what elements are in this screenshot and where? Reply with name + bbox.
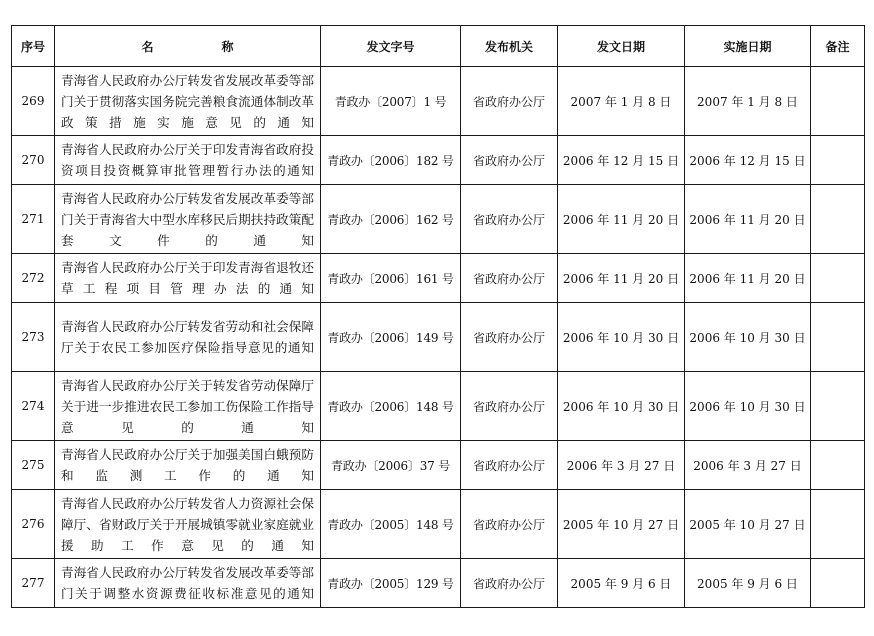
row-doc-number: 青政办〔2006〕37 号 [321,441,461,490]
row-doc-number: 青政办〔2005〕129 号 [321,559,461,608]
row-issuer: 省政府办公厅 [461,559,558,608]
row-remarks [811,67,865,136]
col-header-index: 序号 [12,26,55,67]
table-row [12,185,865,254]
row-remarks [811,185,865,254]
row-doc-number: 青政办〔2006〕149 号 [321,303,461,372]
row-effective-date: 2005 年 10 月 27 日 [685,490,811,559]
row-index: 274 [12,372,55,441]
row-name: 青海省人民政府办公厅转发省发展改革委等部门关于调整水资源费征收标准意见的通知 [55,559,321,608]
header-row [12,26,865,67]
table-row [12,372,865,441]
row-issuer: 省政府办公厅 [461,372,558,441]
row-issue-date: 2006 年 12 月 15 日 [558,136,685,185]
row-index: 272 [12,254,55,303]
row-issuer: 省政府办公厅 [461,490,558,559]
row-index: 271 [12,185,55,254]
row-effective-date: 2006 年 3 月 27 日 [685,441,811,490]
row-effective-date: 2006 年 12 月 15 日 [685,136,811,185]
row-issuer: 省政府办公厅 [461,303,558,372]
row-issue-date: 2006 年 11 月 20 日 [558,254,685,303]
row-index: 273 [12,303,55,372]
row-index: 269 [12,67,55,136]
row-issue-date: 2006 年 3 月 27 日 [558,441,685,490]
regulations-table [11,25,865,608]
row-doc-number: 青政办〔2006〕162 号 [321,185,461,254]
row-effective-date: 2006 年 10 月 30 日 [685,303,811,372]
row-index: 277 [12,559,55,608]
row-name: 青海省人民政府办公厅关于转发省劳动保障厅关于进一步推进农民工参加工伤保险工作指导意见的通知 [55,372,321,441]
row-remarks [811,372,865,441]
col-header-name-label: 名 称 [141,39,262,54]
table-row [12,559,865,608]
row-issue-date: 2007 年 1 月 8 日 [558,67,685,136]
table-row [12,441,865,490]
row-index: 276 [12,490,55,559]
row-name: 青海省人民政府办公厅关于加强美国白蛾预防和监测工作的通知 [55,441,321,490]
row-issuer: 省政府办公厅 [461,441,558,490]
row-doc-number: 青政办〔2006〕148 号 [321,372,461,441]
row-effective-date: 2006 年 10 月 30 日 [685,372,811,441]
row-name: 青海省人民政府办公厅转发省劳动和社会保障厅关于农民工参加医疗保险指导意见的通知 [55,303,321,372]
row-remarks [811,303,865,372]
col-header-issue-date: 发文日期 [558,26,685,67]
row-issue-date: 2006 年 10 月 30 日 [558,372,685,441]
row-name: 青海省人民政府办公厅关于印发青海省退牧还草工程项目管理办法的通知 [55,254,321,303]
table-row [12,303,865,372]
row-doc-number: 青政办〔2006〕182 号 [321,136,461,185]
row-remarks [811,559,865,608]
table-row [12,67,865,136]
row-issue-date: 2006 年 10 月 30 日 [558,303,685,372]
row-issue-date: 2005 年 9 月 6 日 [558,559,685,608]
row-issuer: 省政府办公厅 [461,254,558,303]
col-header-issuer: 发布机关 [461,26,558,67]
col-header-effective-date: 实施日期 [685,26,811,67]
row-effective-date: 2007 年 1 月 8 日 [685,67,811,136]
row-doc-number: 青政办〔2006〕161 号 [321,254,461,303]
table-row [12,136,865,185]
table-row [12,490,865,559]
row-index: 275 [12,441,55,490]
row-issuer: 省政府办公厅 [461,67,558,136]
row-issuer: 省政府办公厅 [461,185,558,254]
col-header-remarks: 备注 [811,26,865,67]
row-issue-date: 2005 年 10 月 27 日 [558,490,685,559]
table-row [12,254,865,303]
row-effective-date: 2005 年 9 月 6 日 [685,559,811,608]
row-name: 青海省人民政府办公厅转发省发展改革委等部门关于青海省大中型水库移民后期扶持政策配套文件的通知 [55,185,321,254]
row-name: 青海省人民政府办公厅转发省人力资源社会保障厅、省财政厅关于开展城镇零就业家庭就业援助工作意见的通知 [55,490,321,559]
col-header-name [55,26,321,67]
row-doc-number: 青政办〔2007〕1 号 [321,67,461,136]
row-name: 青海省人民政府办公厅关于印发青海省政府投资项目投资概算审批管理暂行办法的通知 [55,136,321,185]
row-remarks [811,441,865,490]
row-remarks [811,254,865,303]
row-index: 270 [12,136,55,185]
row-remarks [811,490,865,559]
row-effective-date: 2006 年 11 月 20 日 [685,254,811,303]
row-name: 青海省人民政府办公厅转发省发展改革委等部门关于贯彻落实国务院完善粮食流通体制改革政策措施实施意见的通知 [55,67,321,136]
row-effective-date: 2006 年 11 月 20 日 [685,185,811,254]
row-issuer: 省政府办公厅 [461,136,558,185]
col-header-doc-number: 发文字号 [321,26,461,67]
row-issue-date: 2006 年 11 月 20 日 [558,185,685,254]
row-remarks [811,136,865,185]
row-doc-number: 青政办〔2005〕148 号 [321,490,461,559]
